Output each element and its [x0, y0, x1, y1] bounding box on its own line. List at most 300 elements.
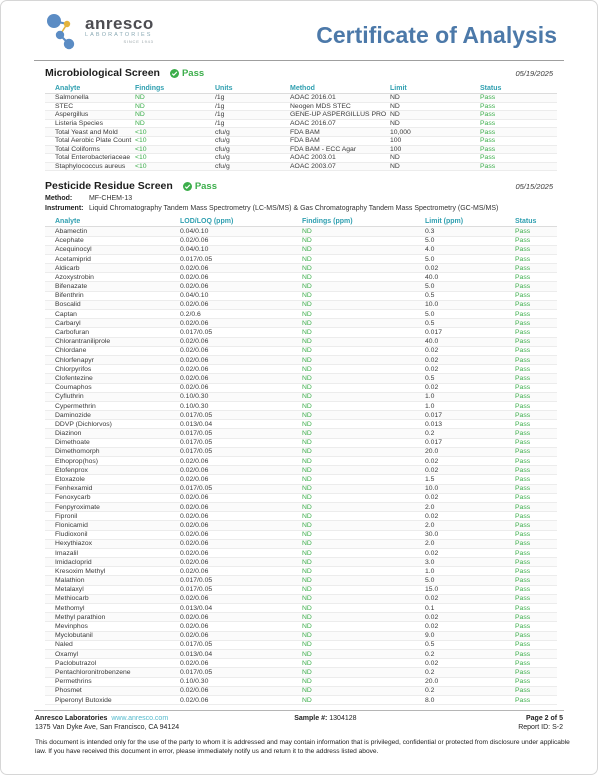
cell-analyte: Carbofuran	[45, 328, 180, 337]
cell-limit: 0.017	[425, 411, 515, 420]
cell-findings: ND	[302, 310, 425, 319]
cell-limit: 0.1	[425, 604, 515, 613]
cell-lod-loq: 0.02/0.06	[180, 383, 302, 392]
table-row	[45, 145, 557, 154]
cell-status: Pass	[480, 111, 557, 120]
table-row	[45, 300, 557, 309]
cell-status: Pass	[480, 119, 557, 128]
cell-lod-loq: 0.013/0.04	[180, 649, 302, 658]
cell-limit: 5.0	[425, 576, 515, 585]
cell-status: Pass	[480, 162, 557, 171]
cell-limit: 0.2	[425, 686, 515, 695]
cell-analyte: Permethrins	[45, 677, 180, 686]
table-row	[45, 686, 557, 695]
cell-analyte: Dimethoate	[45, 438, 180, 447]
cell-analyte: Piperonyl Butoxide	[45, 695, 180, 704]
pesticide-table	[45, 216, 557, 705]
table-row	[45, 245, 557, 254]
cell-limit: 20.0	[425, 447, 515, 456]
cell-status: Pass	[515, 392, 557, 401]
cell-analyte: Flonicamid	[45, 521, 180, 530]
cell-lod-loq: 0.04/0.10	[180, 245, 302, 254]
table-row	[45, 365, 557, 374]
cell-limit: ND	[390, 94, 480, 103]
cell-analyte: Methiocarb	[45, 594, 180, 603]
cell-findings: ND	[302, 392, 425, 401]
cell-limit: 0.02	[425, 659, 515, 668]
cell-limit: 0.017	[425, 328, 515, 337]
cell-findings: ND	[302, 484, 425, 493]
cell-analyte: Acequinocyl	[45, 245, 180, 254]
cell-analyte: Aldicarb	[45, 264, 180, 273]
table-row	[45, 346, 557, 355]
cell-analyte: Cyfluthrin	[45, 392, 180, 401]
cell-analyte: Boscalid	[45, 300, 180, 309]
cell-analyte: Ethoprop(hos)	[45, 457, 180, 466]
cell-status: Pass	[515, 337, 557, 346]
page-number: Page 2 of 5	[526, 715, 563, 723]
cell-limit: 0.5	[425, 640, 515, 649]
cell-analyte: Imazalil	[45, 548, 180, 557]
cell-findings: ND	[302, 475, 425, 484]
cell-status: Pass	[515, 677, 557, 686]
col-analyte: Analyte	[45, 83, 135, 94]
table-row	[45, 457, 557, 466]
col-method: Method	[290, 83, 390, 94]
cell-analyte: Methyl parathion	[45, 613, 180, 622]
document-header	[1, 10, 597, 58]
cell-limit: 0.5	[425, 374, 515, 383]
cell-analyte: Methomyl	[45, 604, 180, 613]
table-row	[45, 355, 557, 364]
cell-limit: 5.0	[425, 282, 515, 291]
cell-lod-loq: 0.02/0.06	[180, 631, 302, 640]
cell-status: Pass	[515, 365, 557, 374]
cell-analyte: Acephate	[45, 236, 180, 245]
cell-findings: ND	[302, 539, 425, 548]
cell-lod-loq: 0.017/0.05	[180, 585, 302, 594]
table-row	[45, 411, 557, 420]
cell-status: Pass	[515, 475, 557, 484]
cell-limit: 1.0	[425, 567, 515, 576]
table-row	[45, 401, 557, 410]
cell-status: Pass	[515, 649, 557, 658]
cell-analyte: Phosmet	[45, 686, 180, 695]
cell-lod-loq: 0.10/0.30	[180, 401, 302, 410]
cell-units: /1g	[215, 119, 290, 128]
cell-limit: 0.02	[425, 457, 515, 466]
table-row	[45, 567, 557, 576]
cell-findings: ND	[302, 273, 425, 282]
footer-company-block	[35, 715, 246, 731]
cell-status: Pass	[515, 695, 557, 704]
check-circle-icon	[183, 182, 192, 191]
cell-lod-loq: 0.04/0.10	[180, 291, 302, 300]
cell-lod-loq: 0.017/0.05	[180, 576, 302, 585]
micro-pass-label: Pass	[181, 67, 205, 79]
table-row	[45, 128, 557, 137]
cell-findings: ND	[302, 282, 425, 291]
cell-limit: 1.0	[425, 392, 515, 401]
cell-analyte: Carbaryl	[45, 319, 180, 328]
cell-analyte: Pentachloronitrobenzene	[45, 668, 180, 677]
table-row	[45, 264, 557, 273]
table-row	[45, 282, 557, 291]
cell-lod-loq: 0.017/0.05	[180, 429, 302, 438]
cell-lod-loq: 0.02/0.06	[180, 365, 302, 374]
molecule-logo-icon	[45, 12, 81, 57]
cell-units: cfu/g	[215, 162, 290, 171]
cell-status: Pass	[515, 401, 557, 410]
cell-lod-loq: 0.02/0.06	[180, 594, 302, 603]
cell-findings: ND	[135, 102, 215, 111]
table-row	[45, 613, 557, 622]
cell-analyte: Kresoxim Methyl	[45, 567, 180, 576]
micro-section-header	[45, 67, 553, 79]
pesticide-header-row	[45, 216, 557, 227]
cell-status: Pass	[515, 604, 557, 613]
cell-limit: 0.02	[425, 466, 515, 475]
cell-status: Pass	[480, 102, 557, 111]
cell-findings: ND	[302, 346, 425, 355]
table-row	[45, 493, 557, 502]
table-row	[45, 594, 557, 603]
cell-method: FDA BAM	[290, 128, 390, 137]
instrument-value: Liquid Chromatography Tandem Mass Spectrometry (LC-MS/MS) & Gas Chromatography Tandem Mass Spectrometry (GC-MS/MS)	[88, 205, 499, 213]
cell-analyte: STEC	[45, 102, 135, 111]
cell-lod-loq: 0.02/0.06	[180, 548, 302, 557]
cell-limit: 40.0	[425, 273, 515, 282]
cell-lod-loq: 0.02/0.06	[180, 512, 302, 521]
cell-lod-loq: 0.013/0.04	[180, 420, 302, 429]
cell-limit: 5.0	[425, 236, 515, 245]
cell-analyte: Chlordane	[45, 346, 180, 355]
cell-analyte: Oxamyl	[45, 649, 180, 658]
cell-analyte: Imidacloprid	[45, 558, 180, 567]
cell-findings: ND	[302, 355, 425, 364]
cell-analyte: Paclobutrazol	[45, 659, 180, 668]
cell-status: Pass	[515, 254, 557, 263]
cell-lod-loq: 0.02/0.06	[180, 686, 302, 695]
cell-findings: ND	[302, 227, 425, 236]
cell-findings: ND	[302, 558, 425, 567]
table-row	[45, 558, 557, 567]
page-footer	[35, 715, 563, 731]
cell-limit: ND	[390, 111, 480, 120]
cell-analyte: Abamectin	[45, 227, 180, 236]
cell-limit: 5.0	[425, 310, 515, 319]
table-row	[45, 447, 557, 456]
cell-status: Pass	[515, 438, 557, 447]
cell-limit: 9.0	[425, 631, 515, 640]
cell-analyte: Etofenprox	[45, 466, 180, 475]
cell-findings: ND	[302, 502, 425, 511]
cell-findings: ND	[302, 548, 425, 557]
cell-lod-loq: 0.02/0.06	[180, 337, 302, 346]
cell-limit: 0.02	[425, 365, 515, 374]
cell-status: Pass	[515, 530, 557, 539]
cell-analyte: Coumaphos	[45, 383, 180, 392]
cell-lod-loq: 0.02/0.06	[180, 319, 302, 328]
cell-lod-loq: 0.02/0.06	[180, 374, 302, 383]
table-row	[45, 162, 557, 171]
micro-header-row	[45, 83, 557, 94]
cell-lod-loq: 0.02/0.06	[180, 300, 302, 309]
cell-findings: ND	[135, 94, 215, 103]
table-row	[45, 291, 557, 300]
cell-units: cfu/g	[215, 145, 290, 154]
cell-findings: ND	[302, 411, 425, 420]
cell-status: Pass	[515, 466, 557, 475]
table-row	[45, 502, 557, 511]
cell-status: Pass	[515, 686, 557, 695]
cell-limit: 1.0	[425, 401, 515, 410]
cell-limit: 100	[390, 145, 480, 154]
cell-findings: ND	[302, 659, 425, 668]
micro-table	[45, 83, 557, 171]
cell-limit: 1.5	[425, 475, 515, 484]
cell-status: Pass	[515, 411, 557, 420]
cell-status: Pass	[515, 567, 557, 576]
cell-status: Pass	[515, 245, 557, 254]
cell-limit: ND	[390, 162, 480, 171]
table-row	[45, 512, 557, 521]
cell-findings: ND	[302, 521, 425, 530]
method-label: Method:	[45, 195, 73, 203]
cell-status: Pass	[515, 558, 557, 567]
pesticide-section-header	[45, 180, 553, 192]
cell-limit: 2.0	[425, 521, 515, 530]
cell-status: Pass	[515, 613, 557, 622]
cell-analyte: Clofentezine	[45, 374, 180, 383]
table-row	[45, 466, 557, 475]
table-row	[45, 585, 557, 594]
table-row	[45, 319, 557, 328]
cell-units: cfu/g	[215, 154, 290, 163]
cell-status: Pass	[515, 548, 557, 557]
cell-units: cfu/g	[215, 128, 290, 137]
pesticide-pass-badge	[183, 181, 217, 192]
cell-method: AOAC 2016.01	[290, 94, 390, 103]
cell-lod-loq: 0.02/0.06	[180, 539, 302, 548]
cell-limit: 40.0	[425, 337, 515, 346]
footer-sample-block	[246, 715, 404, 731]
footer-divider	[34, 710, 564, 711]
cell-analyte: Naled	[45, 640, 180, 649]
cell-findings: <10	[135, 162, 215, 171]
cell-limit: 0.02	[425, 594, 515, 603]
cell-findings: ND	[302, 328, 425, 337]
cell-limit: 0.5	[425, 319, 515, 328]
col-findings: Findings	[135, 83, 215, 94]
cell-findings: ND	[302, 401, 425, 410]
cell-status: Pass	[515, 585, 557, 594]
cell-limit: 4.0	[425, 245, 515, 254]
table-row	[45, 227, 557, 236]
cell-status: Pass	[515, 291, 557, 300]
cell-limit: 15.0	[425, 585, 515, 594]
cell-analyte: Total Enterobacteriaceae	[45, 154, 135, 163]
cell-findings: ND	[302, 420, 425, 429]
cell-status: Pass	[515, 539, 557, 548]
cell-analyte: Acetamiprid	[45, 254, 180, 263]
cell-lod-loq: 0.02/0.06	[180, 613, 302, 622]
instrument-label: Instrument:	[45, 205, 84, 213]
cell-lod-loq: 0.02/0.06	[180, 264, 302, 273]
cell-limit: 20.0	[425, 677, 515, 686]
cell-limit: 0.017	[425, 438, 515, 447]
method-line	[45, 195, 553, 202]
table-row	[45, 604, 557, 613]
cell-status: Pass	[515, 457, 557, 466]
cell-limit: 2.0	[425, 539, 515, 548]
table-row	[45, 254, 557, 263]
cell-lod-loq: 0.02/0.06	[180, 493, 302, 502]
disclaimer-text: This document is intended only for the use of the party to whom it is addressed and may contain information that is privileged, confidential or protected from disclosure under applicable law. If you have received this document in error, please immediately notify us and return it to the address listed above.	[35, 739, 570, 756]
col-limit: Limit (ppm)	[425, 216, 515, 227]
cell-findings: ND	[302, 383, 425, 392]
cell-limit: 0.2	[425, 668, 515, 677]
cell-status: Pass	[515, 374, 557, 383]
cell-lod-loq: 0.017/0.05	[180, 447, 302, 456]
table-row	[45, 475, 557, 484]
cell-status: Pass	[515, 264, 557, 273]
cell-findings: ND	[302, 512, 425, 521]
cell-lod-loq: 0.02/0.06	[180, 457, 302, 466]
cell-lod-loq: 0.2/0.6	[180, 310, 302, 319]
website-link[interactable]: www.anresco.com	[111, 715, 169, 723]
cell-lod-loq: 0.02/0.06	[180, 466, 302, 475]
logo-subtitle: LABORATORIES	[85, 32, 153, 38]
cell-lod-loq: 0.02/0.06	[180, 282, 302, 291]
cell-analyte: Fenoxycarb	[45, 493, 180, 502]
cell-status: Pass	[515, 346, 557, 355]
cell-status: Pass	[515, 631, 557, 640]
cell-analyte: Malathion	[45, 576, 180, 585]
col-analyte: Analyte	[45, 216, 180, 227]
cell-status: Pass	[515, 512, 557, 521]
table-row	[45, 310, 557, 319]
table-row	[45, 521, 557, 530]
cell-lod-loq: 0.02/0.06	[180, 346, 302, 355]
table-row	[45, 392, 557, 401]
table-row	[45, 102, 557, 111]
cell-limit: 0.2	[425, 649, 515, 658]
cell-analyte: Fludioxonil	[45, 530, 180, 539]
cell-limit: 0.2	[425, 429, 515, 438]
micro-pass-badge	[170, 68, 204, 79]
table-row	[45, 649, 557, 658]
cell-limit: ND	[390, 119, 480, 128]
cell-analyte: Diazinon	[45, 429, 180, 438]
cell-status: Pass	[515, 273, 557, 282]
table-row	[45, 374, 557, 383]
cell-method: AOAC 2003.01	[290, 154, 390, 163]
cell-lod-loq: 0.017/0.05	[180, 328, 302, 337]
cell-analyte: Fipronil	[45, 512, 180, 521]
table-row	[45, 530, 557, 539]
cell-method: Neogen MDS STEC	[290, 102, 390, 111]
table-row	[45, 548, 557, 557]
sample-number: 1304128	[329, 715, 357, 723]
cell-units: cfu/g	[215, 136, 290, 145]
cell-limit: 8.0	[425, 695, 515, 704]
pesticide-pass-label: Pass	[194, 180, 217, 192]
cell-findings: ND	[302, 254, 425, 263]
cell-status: Pass	[515, 300, 557, 309]
cell-findings: ND	[302, 457, 425, 466]
check-circle-icon	[170, 69, 179, 78]
cell-lod-loq: 0.10/0.30	[180, 392, 302, 401]
table-row	[45, 94, 557, 103]
cell-status: Pass	[515, 420, 557, 429]
table-row	[45, 668, 557, 677]
cell-findings: ND	[302, 264, 425, 273]
cell-findings: ND	[302, 677, 425, 686]
cell-analyte: Listeria Species	[45, 119, 135, 128]
table-row	[45, 136, 557, 145]
cell-findings: ND	[302, 631, 425, 640]
table-row	[45, 438, 557, 447]
footer-page-block	[405, 715, 563, 731]
cell-status: Pass	[515, 659, 557, 668]
table-row	[45, 659, 557, 668]
cell-status: Pass	[515, 355, 557, 364]
micro-section-title: Microbiological Screen	[45, 67, 160, 79]
cell-limit: 10,000	[390, 128, 480, 137]
table-row	[45, 119, 557, 128]
cell-lod-loq: 0.013/0.04	[180, 604, 302, 613]
cell-limit: 0.3	[425, 227, 515, 236]
table-row	[45, 631, 557, 640]
table-row	[45, 640, 557, 649]
pesticide-table-body	[45, 227, 557, 705]
cell-analyte: Metalaxyl	[45, 585, 180, 594]
cell-units: /1g	[215, 111, 290, 120]
cell-analyte: Fenpyroximate	[45, 502, 180, 511]
table-row	[45, 622, 557, 631]
cell-analyte: Fenhexamid	[45, 484, 180, 493]
cell-method: FDA BAM	[290, 136, 390, 145]
table-row	[45, 273, 557, 282]
cell-lod-loq: 0.017/0.05	[180, 438, 302, 447]
report-id: Report ID: S-2	[518, 724, 563, 732]
cell-findings: ND	[302, 236, 425, 245]
table-row	[45, 236, 557, 245]
table-row	[45, 337, 557, 346]
cell-status: Pass	[515, 328, 557, 337]
cell-analyte: Total Coliforms	[45, 145, 135, 154]
cell-status: Pass	[515, 484, 557, 493]
table-row	[45, 677, 557, 686]
cell-status: Pass	[480, 94, 557, 103]
cell-findings: <10	[135, 136, 215, 145]
logo-tagline: SINCE 1943	[123, 39, 154, 44]
cell-analyte: Bifenazate	[45, 282, 180, 291]
cell-status: Pass	[480, 128, 557, 137]
cell-lod-loq: 0.02/0.06	[180, 236, 302, 245]
cell-findings: ND	[135, 119, 215, 128]
cell-findings: ND	[302, 530, 425, 539]
pesticide-table-head	[45, 216, 557, 227]
cell-method: GENE-UP ASPERGILLUS PRO	[290, 111, 390, 120]
cell-findings: ND	[302, 438, 425, 447]
cell-lod-loq: 0.017/0.05	[180, 668, 302, 677]
cell-method: AOAC 2016.07	[290, 119, 390, 128]
cell-findings: ND	[302, 300, 425, 309]
cell-status: Pass	[515, 236, 557, 245]
cell-lod-loq: 0.02/0.06	[180, 530, 302, 539]
